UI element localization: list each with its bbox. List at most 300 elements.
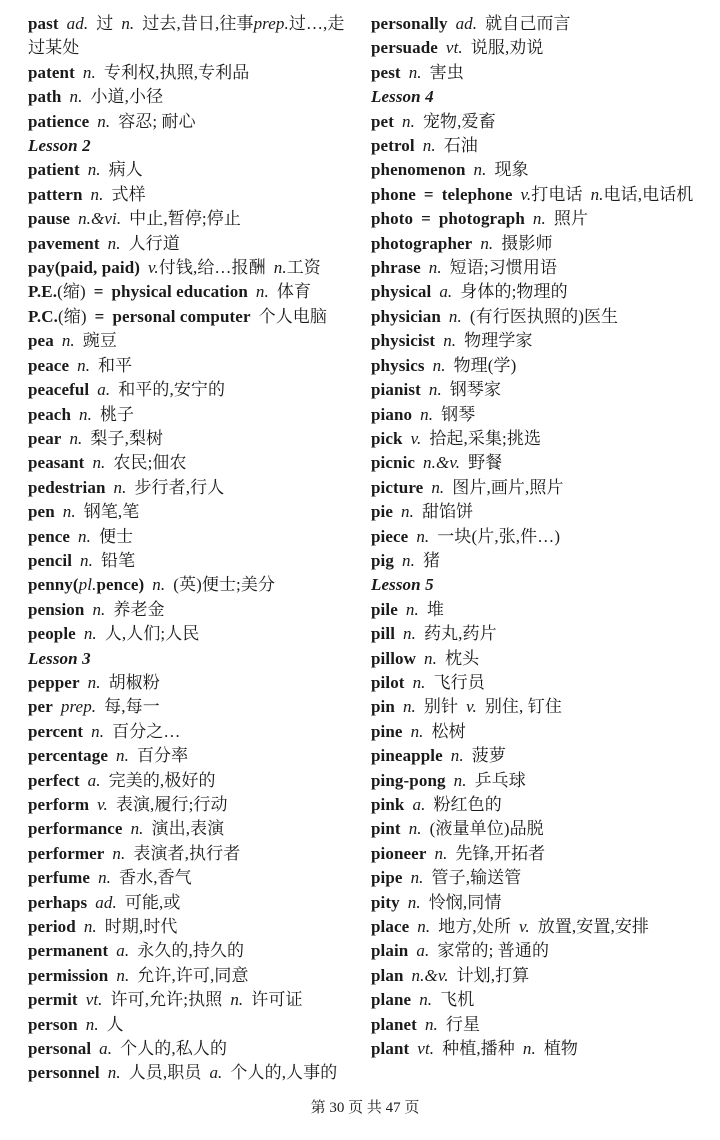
entry-pos: n.	[420, 404, 434, 424]
dict-entry	[371, 866, 701, 890]
entry-word: performance	[28, 819, 123, 839]
entry-word: pen	[28, 502, 55, 522]
dict-entry	[28, 403, 358, 427]
entry-word: place	[371, 917, 410, 937]
entry-pos: ad.	[95, 892, 117, 912]
entry-pos: n.	[410, 721, 424, 741]
entry-definition: 和平	[98, 355, 133, 375]
entry-definition: 表演,履行;行动	[115, 795, 228, 814]
entry-definition: 石油	[443, 136, 478, 156]
entry-pos: n.	[473, 160, 487, 180]
entry-definition: 放置,安置,安排	[537, 917, 650, 937]
entry-definition: 种植,播种	[442, 1039, 515, 1059]
entry-word: P.C.	[28, 306, 59, 326]
entry-pos: a.	[439, 282, 453, 302]
entry-definition: 飞行员	[433, 672, 485, 692]
entry-definition: 电话,电话机	[603, 184, 694, 204]
dict-entry	[371, 403, 701, 427]
dict-entry	[28, 378, 358, 402]
dict-entry	[28, 525, 358, 549]
dict-entry	[28, 671, 358, 695]
two-column-layout	[28, 12, 702, 1086]
entry-pos: n.	[408, 819, 422, 839]
entry-definition: 图片,画片,照片	[452, 477, 564, 497]
dict-entry	[28, 1013, 358, 1037]
entry-pos: n.	[453, 770, 467, 790]
entry-definition: 人员,职员	[128, 1063, 202, 1083]
dict-entry	[28, 1061, 358, 1085]
dict-entry	[28, 183, 358, 207]
entry-definition: 便士	[99, 526, 134, 546]
dict-entry	[28, 988, 358, 1012]
entry-definition: 害虫	[429, 62, 464, 82]
entry-word: photograph	[438, 209, 525, 229]
entry-definition: 和平的,安宁的	[118, 380, 226, 400]
entry-word: pile	[371, 599, 398, 619]
entry-word: pest	[371, 62, 401, 82]
entry-pos: n.	[61, 331, 75, 351]
dict-entry	[371, 110, 701, 134]
entry-word: pause	[28, 209, 71, 229]
dict-entry	[371, 183, 701, 207]
entry-definition: (液量单位)品脱	[429, 819, 544, 839]
entry-word: pin	[371, 697, 395, 717]
entry-definition: 农民;佃农	[113, 453, 187, 473]
lesson-heading: Lesson 3	[28, 648, 91, 668]
entry-definition: 打电话	[531, 184, 583, 204]
entry-definition: 照片	[553, 209, 589, 229]
entry-definition: 现象	[494, 160, 529, 180]
dict-entry	[371, 695, 701, 719]
entry-definition: 小道,小径	[90, 87, 164, 107]
dict-entry	[28, 451, 358, 475]
entry-definition: 专利权,执照,专利品	[103, 62, 250, 82]
entry-pos: n.	[431, 477, 445, 497]
entry-word: pity	[371, 892, 400, 912]
entry-word: pill	[371, 624, 396, 644]
entry-definition: 行星	[445, 1014, 481, 1034]
dict-entry	[28, 598, 358, 622]
entry-pos: n.	[230, 990, 244, 1010]
lesson-heading: Lesson 5	[371, 575, 434, 595]
entry-pos: n.	[107, 1063, 121, 1083]
dict-entry	[371, 232, 701, 256]
entry-pos: n.	[417, 917, 431, 937]
entry-pos: n.	[416, 526, 430, 546]
dict-entry	[371, 500, 701, 524]
dict-entry	[371, 720, 701, 744]
entry-definition: 豌豆	[82, 331, 117, 351]
dict-entry	[371, 476, 701, 500]
page-number-footer: 第 30 页 共 47 页	[310, 1099, 420, 1116]
entry-pos: n.	[62, 502, 76, 522]
entry-pos: n.	[255, 282, 269, 302]
entry-word: physicist	[371, 331, 436, 351]
entry-word: pipe	[371, 868, 403, 888]
entry-word: perform	[28, 795, 90, 814]
entry-word: period	[28, 917, 76, 937]
entry-definition: 短语;习惯用语	[449, 258, 558, 278]
entry-pos: n.	[522, 1039, 536, 1059]
dict-entry	[28, 500, 358, 524]
entry-definition: 养老金	[113, 599, 165, 619]
entry-word: pattern	[28, 184, 83, 204]
dict-entry	[371, 671, 701, 695]
entry-pos: n.	[98, 868, 112, 888]
entry-pos: n.	[91, 721, 105, 741]
entry-pos: a.	[116, 941, 130, 961]
entry-word: patient	[28, 160, 80, 180]
entry-definition: 枕头	[444, 648, 480, 668]
dict-entry	[28, 329, 358, 353]
entry-definition: 就自己而言	[485, 14, 571, 33]
entry-pos: n.	[401, 111, 415, 131]
entry-pos: n.	[113, 477, 127, 497]
dict-entry	[371, 61, 701, 85]
dict-entry	[371, 964, 701, 988]
entry-definition: 管子,输送管	[431, 868, 522, 888]
entry-definition: 人	[106, 1014, 124, 1034]
entry-word: permission	[28, 965, 109, 985]
entry-definition: 表演者,执行者	[133, 843, 241, 863]
entry-definition: 一块(片,张,件…)	[437, 526, 561, 546]
dict-entry	[28, 305, 358, 329]
entry-word: picture	[371, 477, 424, 497]
entry-word: pine	[371, 721, 403, 741]
entry-definition: 拾起,采集;挑选	[429, 428, 542, 448]
entry-pos: n.	[69, 428, 83, 448]
dict-entry	[28, 744, 358, 768]
entry-pos: n.	[412, 672, 426, 692]
entry-word: pick	[371, 428, 403, 448]
entry-definition: 可能,或	[124, 892, 181, 912]
entry-word: petrol	[371, 136, 415, 156]
entry-word: pea	[28, 331, 54, 351]
entry-word: pillow	[371, 648, 417, 668]
entry-definition: 梨子,梨树	[90, 428, 164, 448]
entry-definition: 别住, 钉住	[484, 697, 562, 717]
entry-word: physician	[371, 306, 441, 326]
dict-entry	[371, 329, 701, 353]
dict-entry	[28, 158, 358, 182]
dict-entry	[371, 622, 701, 646]
entry-definition: 过…,走过某处	[28, 14, 345, 58]
entry-word: =	[93, 282, 104, 302]
entry-word: pig	[371, 550, 394, 570]
dict-entry	[28, 1037, 358, 1061]
entry-definition: (有行医执照的)医生	[469, 306, 619, 326]
entry-pos: n.	[419, 990, 433, 1010]
entry-definition: 胡椒粉	[108, 672, 160, 692]
entry-word: pencil	[28, 550, 73, 570]
entry-word: photo	[371, 209, 414, 229]
entry-definition: 说服,劝说	[470, 38, 544, 58]
dict-entry	[371, 744, 701, 768]
entry-definition: 时期,时代	[104, 917, 178, 937]
dict-entry	[28, 866, 358, 890]
entry-word: peaceful	[28, 380, 90, 400]
dict-entry	[371, 549, 701, 573]
dict-entry	[371, 158, 701, 182]
entry-definition: 宠物,爱畜	[422, 111, 496, 131]
entry-pos: n.	[408, 62, 422, 82]
entry-pos: n.	[87, 672, 101, 692]
entry-word: peasant	[28, 453, 85, 473]
entry-word: peace	[28, 355, 70, 375]
dict-entry	[371, 647, 701, 671]
entry-definition: 家常的; 普通的	[437, 941, 550, 961]
dict-entry	[28, 12, 358, 61]
entry-definition: 病人	[108, 160, 143, 180]
entry-word: plant	[371, 1039, 410, 1059]
entry-definition: 中止,暂停;停止	[129, 209, 241, 229]
entry-word: =	[94, 306, 105, 326]
dict-entry	[28, 280, 358, 304]
entry-definition: 菠萝	[471, 746, 506, 766]
entry-pos: n.	[85, 1014, 99, 1034]
entry-pos: n.	[79, 404, 92, 424]
entry-definition: 野餐	[468, 453, 503, 473]
entry-word: telephone	[441, 184, 513, 204]
entry-word: person	[28, 1014, 78, 1034]
entry-definition: 付钱,给…报酬	[158, 258, 266, 278]
entry-word: pear	[28, 428, 62, 448]
entry-pos: prep.	[60, 697, 97, 717]
dict-entry	[28, 256, 358, 280]
dict-entry	[371, 36, 701, 60]
dict-entry	[371, 207, 701, 231]
dict-entry	[28, 720, 358, 744]
entry-pos: n.	[405, 599, 419, 619]
dict-entry	[371, 256, 701, 280]
entry-pos: n.	[450, 746, 464, 766]
entry-definition: 百分率	[136, 746, 189, 766]
entry-word: phrase	[371, 258, 421, 278]
entry-definition: 怜悯,同情	[428, 892, 502, 912]
entry-definition: 物理学家	[464, 331, 533, 351]
entry-pos: n.	[448, 306, 462, 326]
entry-definition: 堆	[426, 599, 444, 619]
entry-word: phone	[371, 184, 416, 204]
dict-entry	[28, 61, 358, 85]
dict-entry	[371, 305, 701, 329]
entry-definition: 百分之…	[112, 721, 181, 741]
entry-definition: 药丸,药片	[423, 624, 497, 644]
lesson-heading: Lesson 4	[371, 87, 434, 107]
entry-definition: 先锋,开拓者	[455, 843, 546, 863]
entry-word: =	[423, 184, 434, 204]
entry-definition: 容忍; 耐心	[118, 111, 196, 131]
entry-pos: n.	[402, 697, 416, 717]
entry-word: pence)	[96, 575, 145, 595]
entry-word: pint	[371, 819, 401, 839]
dict-entry	[28, 939, 358, 963]
entry-pos: n.	[82, 62, 96, 82]
entry-pos: a.	[412, 795, 426, 814]
dict-entry	[28, 573, 358, 597]
entry-definition: 许可,允许;执照	[110, 990, 223, 1010]
entry-definition: 乒乓球	[474, 770, 526, 790]
entry-pos: ad.	[455, 14, 478, 33]
dict-entry	[28, 232, 358, 256]
entry-pos: n.&vi.	[78, 209, 122, 229]
entry-word: path	[28, 87, 62, 107]
entry-word: percentage	[28, 746, 108, 766]
dict-entry	[28, 793, 358, 817]
dict-entry	[371, 769, 701, 793]
entry-pos: n.	[83, 917, 97, 937]
entry-word: P.E.	[28, 282, 58, 302]
entry-pos: n.	[92, 599, 106, 619]
entry-definition: 植物	[543, 1039, 579, 1059]
column-left	[28, 12, 358, 1086]
entry-definition: (缩)	[58, 306, 87, 326]
entry-pos: n.	[424, 1014, 438, 1034]
entry-pos: n.	[116, 746, 129, 766]
entry-word: ping-pong	[371, 770, 446, 790]
entry-pos: n.	[273, 258, 287, 278]
entry-pos: n.	[121, 14, 135, 33]
dict-entry	[371, 354, 701, 378]
entry-definition: 完美的,极好的	[108, 770, 216, 790]
entry-word: perfect	[28, 770, 80, 790]
entry-pos: v.	[148, 258, 159, 278]
dict-entry	[28, 915, 358, 939]
entry-definition: 猪	[422, 550, 441, 570]
entry-word: pepper	[28, 672, 80, 692]
column-right	[371, 12, 701, 1086]
entry-word: planet	[371, 1014, 417, 1034]
entry-definition: 过	[96, 14, 114, 33]
dict-entry	[371, 1013, 701, 1037]
entry-definition: 松树	[431, 721, 466, 741]
entry-definition: 香水,香气	[119, 868, 192, 888]
entry-pos: n.	[434, 843, 448, 863]
entry-word: pianist	[371, 380, 421, 400]
entry-pos: n.	[78, 526, 91, 546]
entry-definition: 钢琴家	[449, 380, 502, 400]
entry-word: performer	[28, 843, 105, 863]
entry-pos: pl.	[78, 575, 97, 595]
entry-word: =	[421, 209, 431, 229]
entry-pos: v.	[410, 428, 422, 448]
entry-word: phenomenon	[371, 160, 466, 180]
entry-pos: v.	[518, 917, 530, 937]
entry-pos: a.	[97, 380, 111, 400]
entry-definition: 桃子	[99, 404, 135, 424]
entry-pos: a.	[416, 941, 430, 961]
entry-pos: prep.	[253, 14, 289, 33]
entry-pos: n.	[428, 258, 442, 278]
dict-entry	[28, 769, 358, 793]
dict-entry	[371, 891, 701, 915]
dict-entry	[371, 1037, 701, 1061]
entry-definition: 过去,昔日,往事	[142, 14, 254, 33]
entry-definition: 每,每一	[104, 697, 160, 717]
entry-definition: 飞机	[440, 990, 475, 1010]
entry-word: past	[28, 14, 59, 33]
entry-definition: 个人电脑	[258, 306, 328, 326]
entry-pos: a.	[87, 770, 101, 790]
dict-entry	[371, 939, 701, 963]
entry-pos: n.	[83, 624, 97, 644]
dict-entry	[371, 915, 701, 939]
dict-entry	[371, 451, 701, 475]
entry-pos: ad.	[66, 14, 89, 33]
entry-definition: 人,人们;人民	[104, 624, 200, 644]
entry-definition: 体育	[276, 282, 312, 302]
entry-pos: n.	[130, 819, 144, 839]
dict-entry	[28, 964, 358, 988]
entry-word: pet	[371, 111, 394, 131]
entry-word: per	[28, 697, 53, 717]
entry-word: physical	[371, 282, 432, 302]
entry-word: piano	[371, 404, 413, 424]
entry-definition: 铅笔	[101, 550, 136, 570]
dict-entry	[371, 427, 701, 451]
entry-pos: n.	[92, 453, 106, 473]
dict-entry	[371, 280, 701, 304]
dict-entry	[28, 817, 358, 841]
entry-pos: v.	[97, 795, 108, 814]
entry-definition: 摄影师	[501, 233, 553, 253]
entry-pos: n.	[480, 233, 494, 253]
entry-word: patience	[28, 111, 90, 131]
entry-word: permit	[28, 990, 78, 1010]
dict-entry	[371, 817, 701, 841]
dict-entry	[28, 85, 358, 109]
entry-definition: 身体的;物理的	[460, 282, 568, 302]
entry-word: perfume	[28, 868, 91, 888]
entry-word: personal computer	[112, 306, 251, 326]
entry-definition: 式样	[111, 184, 146, 204]
entry-definition: 永久的,持久的	[137, 941, 245, 961]
entry-word: patent	[28, 62, 75, 82]
entry-word: people	[28, 624, 76, 644]
entry-word: pavement	[28, 233, 100, 253]
entry-word: pedestrian	[28, 477, 106, 497]
entry-definition: 粉红色的	[433, 795, 502, 814]
entry-definition: 允许,许可,同意	[137, 965, 249, 985]
entry-word: pineapple	[371, 746, 443, 766]
entry-word: pioneer	[371, 843, 427, 863]
entry-word: personnel	[28, 1063, 100, 1083]
dict-entry	[371, 134, 701, 158]
entry-definition: 别针	[423, 697, 459, 717]
entry-definition: 个人的,人事的	[230, 1063, 338, 1083]
entry-pos: v.	[520, 184, 532, 204]
dict-entry	[371, 842, 701, 866]
entry-pos: n.	[422, 136, 436, 156]
entry-pos: n.	[532, 209, 546, 229]
dict-entry	[28, 695, 358, 719]
entry-pos: n.	[69, 87, 83, 107]
entry-definition: 许可证	[251, 990, 303, 1010]
entry-definition: 工资	[286, 258, 321, 278]
lesson-heading: Lesson 2	[28, 136, 91, 156]
entry-pos: vt.	[445, 38, 463, 58]
entry-word: physical education	[111, 282, 248, 302]
dict-entry	[28, 842, 358, 866]
dict-entry	[371, 378, 701, 402]
entry-definition: 地方,处所	[438, 917, 511, 937]
entry-pos: n.	[112, 843, 126, 863]
entry-pos: n.&v.	[411, 965, 449, 985]
entry-word: physics	[371, 355, 425, 375]
entry-pos: vt.	[417, 1039, 435, 1059]
entry-pos: n.	[590, 184, 604, 204]
entry-word: penny(	[28, 575, 79, 595]
